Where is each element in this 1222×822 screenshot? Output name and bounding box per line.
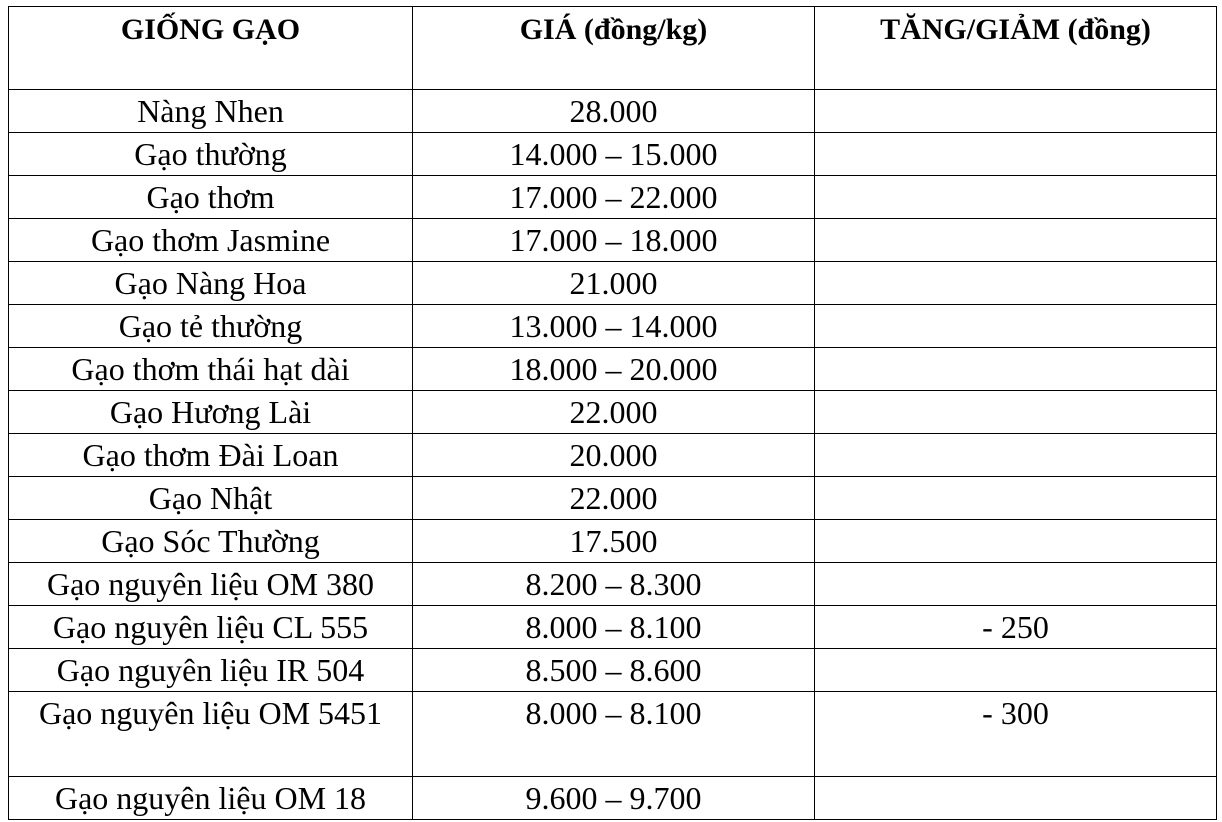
table-header-row (9, 7, 1217, 90)
cell-change (815, 348, 1217, 391)
header-change: TĂNG/GIẢM (đồng) (815, 7, 1217, 90)
cell-price: 9.600 – 9.700 (413, 777, 815, 820)
cell-variety: Gạo thơm (9, 176, 413, 219)
cell-price: 28.000 (413, 90, 815, 133)
table-row (9, 649, 1217, 692)
table-row (9, 391, 1217, 434)
cell-change: - 300 (815, 692, 1217, 777)
cell-variety: Gạo tẻ thường (9, 305, 413, 348)
table-row (9, 434, 1217, 477)
header-price: GIÁ (đồng/kg) (413, 7, 815, 90)
cell-change (815, 391, 1217, 434)
table-row (9, 133, 1217, 176)
cell-change (815, 133, 1217, 176)
cell-price: 18.000 – 20.000 (413, 348, 815, 391)
cell-price: 22.000 (413, 477, 815, 520)
cell-variety: Gạo nguyên liệu CL 555 (9, 606, 413, 649)
table-row (9, 90, 1217, 133)
cell-price: 17.500 (413, 520, 815, 563)
table-row (9, 348, 1217, 391)
cell-change (815, 477, 1217, 520)
rice-price-table (8, 6, 1217, 820)
table-row (9, 219, 1217, 262)
cell-variety: Gạo thơm Đài Loan (9, 434, 413, 477)
cell-variety: Gạo nguyên liệu IR 504 (9, 649, 413, 692)
cell-price: 8.000 – 8.100 (413, 606, 815, 649)
cell-price: 22.000 (413, 391, 815, 434)
cell-change: - 250 (815, 606, 1217, 649)
cell-price: 21.000 (413, 262, 815, 305)
cell-price: 20.000 (413, 434, 815, 477)
cell-variety: Gạo Hương Lài (9, 391, 413, 434)
cell-change (815, 219, 1217, 262)
cell-change (815, 649, 1217, 692)
cell-variety: Gạo Sóc Thường (9, 520, 413, 563)
cell-variety: Gạo nguyên liệu OM 380 (9, 563, 413, 606)
cell-price: 8.200 – 8.300 (413, 563, 815, 606)
cell-change (815, 434, 1217, 477)
cell-price: 13.000 – 14.000 (413, 305, 815, 348)
cell-change (815, 520, 1217, 563)
cell-change (815, 176, 1217, 219)
cell-price: 8.000 – 8.100 (413, 692, 815, 777)
cell-variety: Gạo Nàng Hoa (9, 262, 413, 305)
table-row (9, 520, 1217, 563)
table-row (9, 777, 1217, 820)
table-row (9, 305, 1217, 348)
table-row (9, 262, 1217, 305)
table-row (9, 477, 1217, 520)
cell-price: 17.000 – 22.000 (413, 176, 815, 219)
cell-price: 17.000 – 18.000 (413, 219, 815, 262)
cell-variety: Nàng Nhen (9, 90, 413, 133)
cell-change (815, 563, 1217, 606)
table-row (9, 176, 1217, 219)
cell-change (815, 262, 1217, 305)
cell-variety: Gạo nguyên liệu OM 18 (9, 777, 413, 820)
table-row (9, 692, 1217, 777)
table-row (9, 606, 1217, 649)
cell-price: 14.000 – 15.000 (413, 133, 815, 176)
cell-price: 8.500 – 8.600 (413, 649, 815, 692)
header-variety: GIỐNG GẠO (9, 7, 413, 90)
cell-variety: Gạo thơm thái hạt dài (9, 348, 413, 391)
cell-variety: Gạo thơm Jasmine (9, 219, 413, 262)
cell-change (815, 305, 1217, 348)
rice-price-table-container (8, 6, 1216, 820)
table-row (9, 563, 1217, 606)
cell-variety: Gạo thường (9, 133, 413, 176)
cell-variety: Gạo Nhật (9, 477, 413, 520)
cell-change (815, 777, 1217, 820)
cell-variety: Gạo nguyên liệu OM 5451 (9, 692, 413, 777)
cell-change (815, 90, 1217, 133)
